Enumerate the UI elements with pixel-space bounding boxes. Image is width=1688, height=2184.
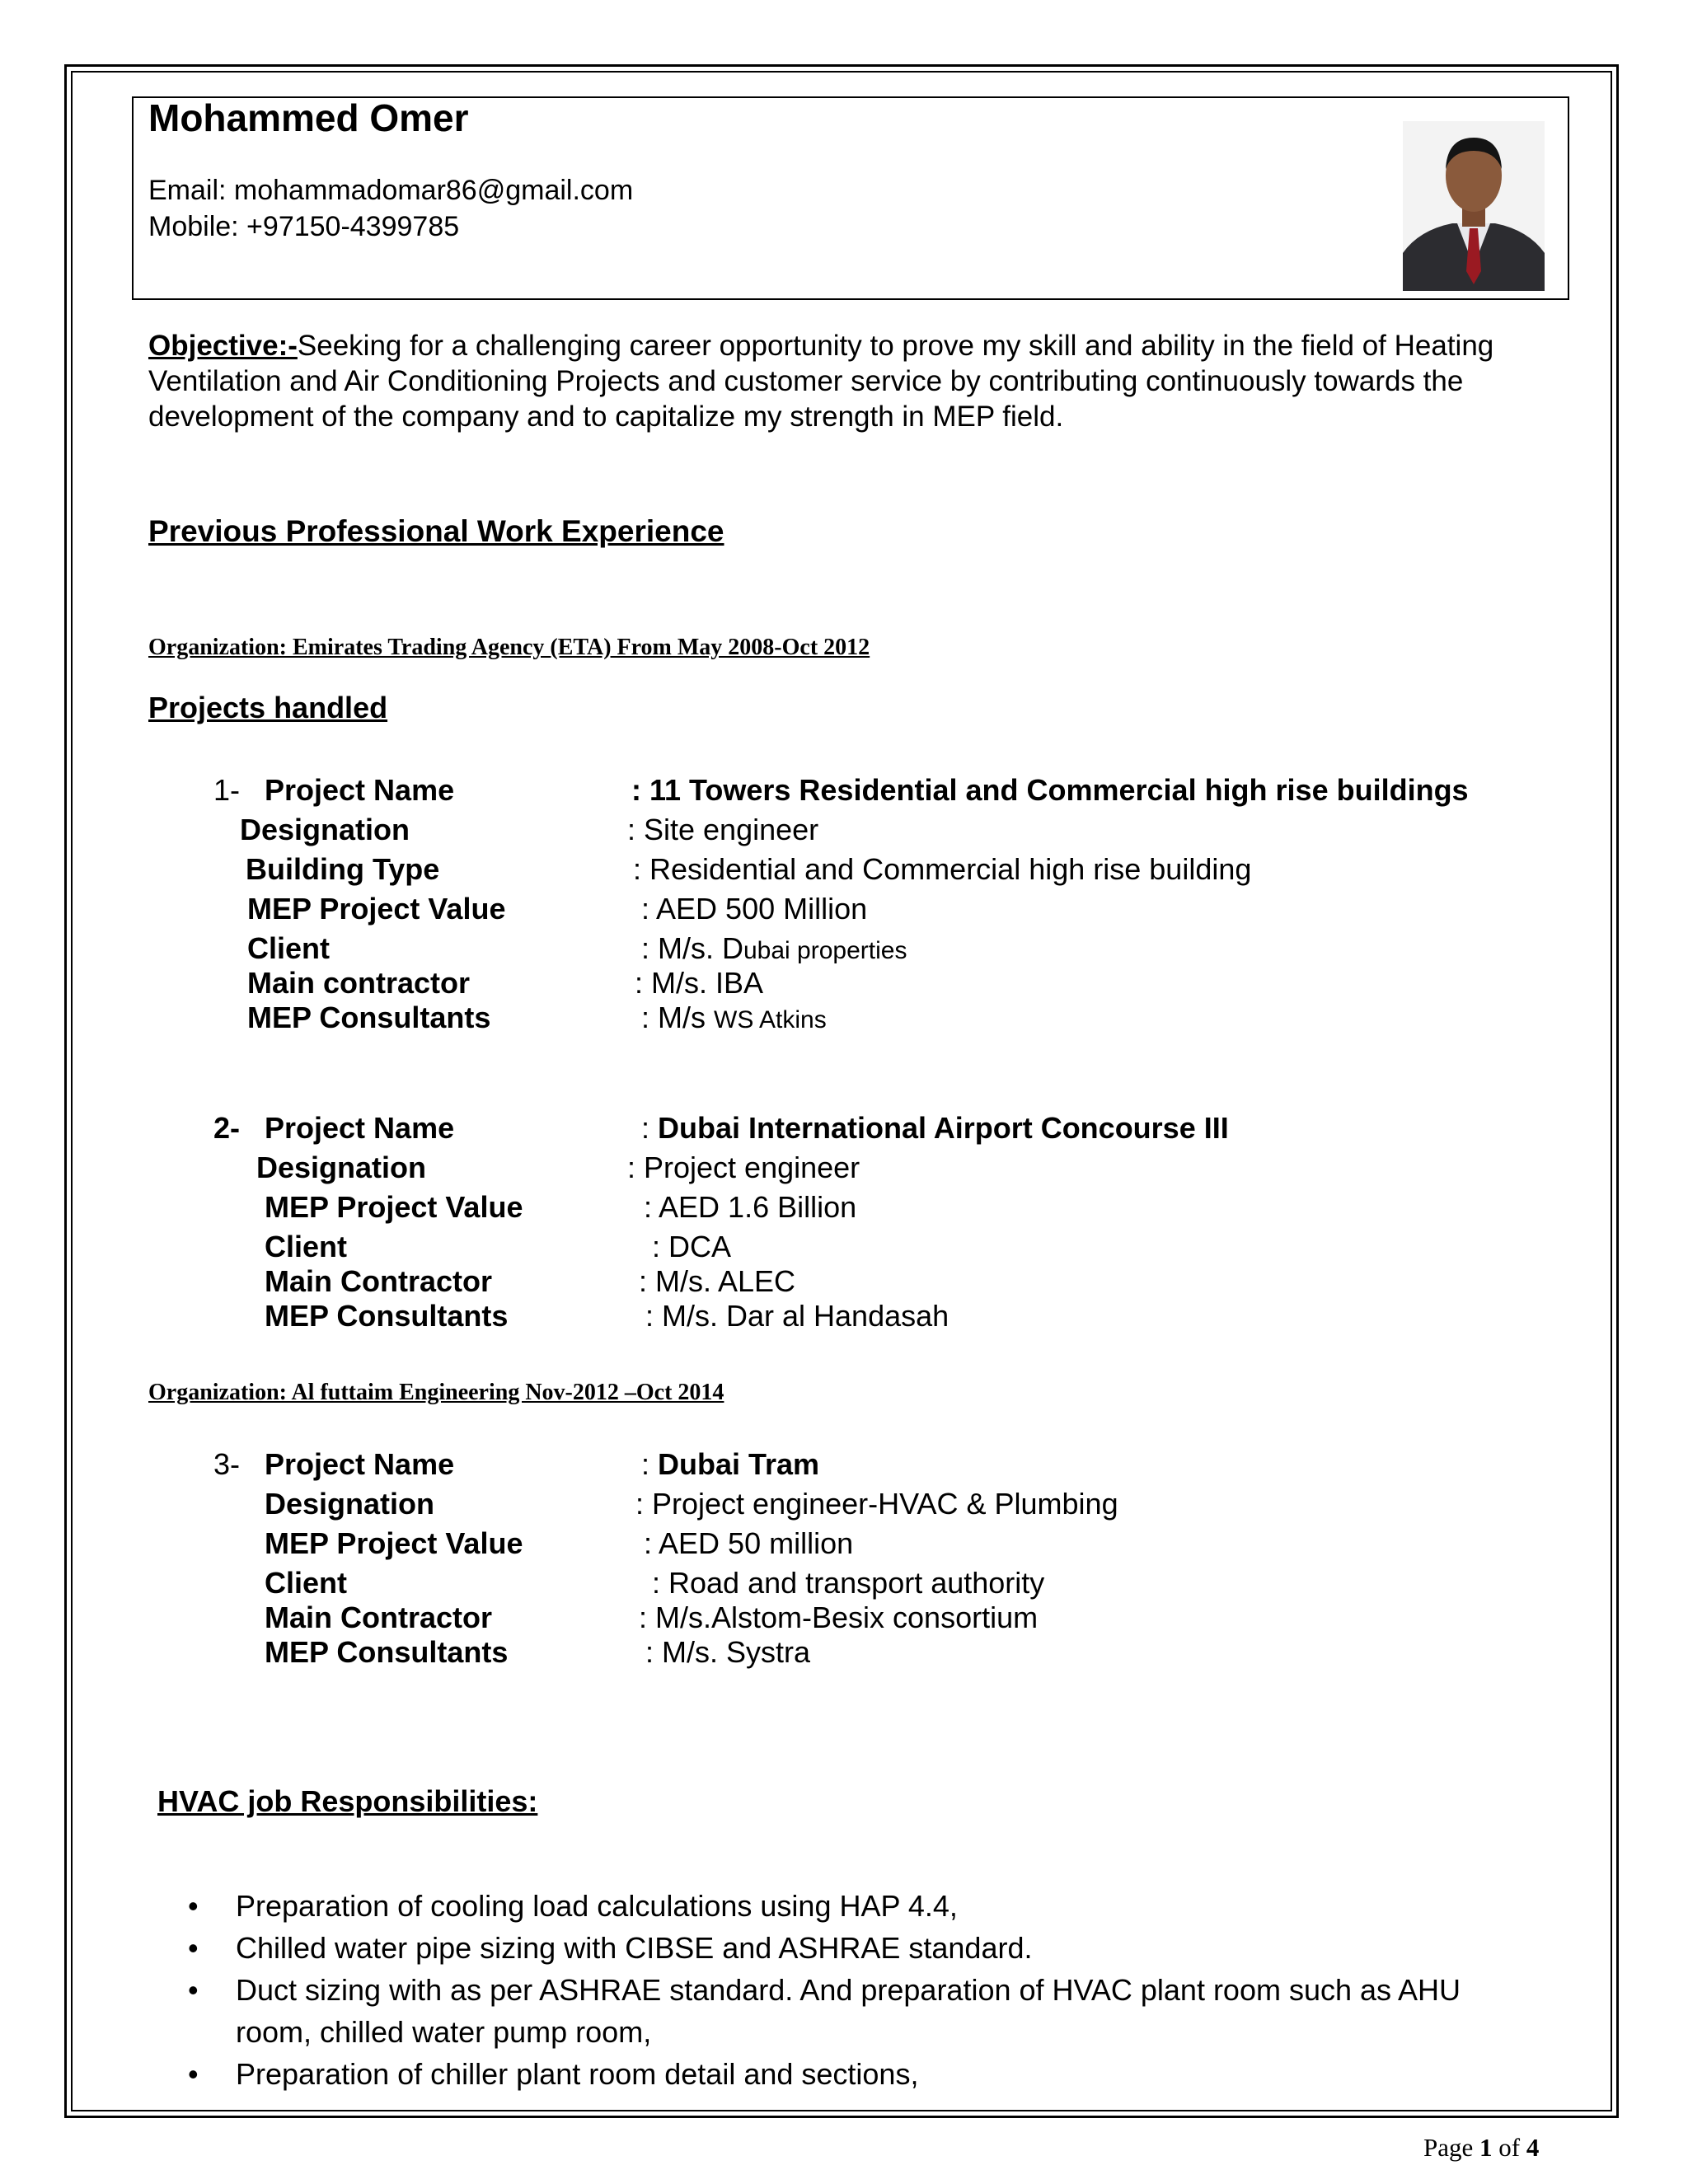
page-number-total: 4: [1526, 2133, 1540, 2162]
project-1-mep-value-label: MEP Project Value: [247, 892, 506, 926]
project-1-client-label: Client: [247, 931, 331, 965]
project-1-designation-label: Designation: [240, 813, 410, 846]
project-2-mep-value-label: MEP Project Value: [265, 1190, 523, 1224]
experience-heading: Previous Professional Work Experience: [148, 514, 724, 548]
project-2-number: 2-: [213, 1111, 241, 1145]
project-3-consultants-label: MEP Consultants: [265, 1635, 509, 1669]
hvac-heading: HVAC job Responsibilities:: [157, 1784, 538, 1818]
project-3-consultants-value: : M/s. Systra: [645, 1635, 811, 1669]
project-3-main-contractor-label: Main Contractor: [265, 1601, 493, 1634]
project-2-client-value: : DCA: [652, 1230, 732, 1263]
project-3-client-label: Client: [265, 1566, 348, 1600]
project-1-main-contractor-value: : M/s. IBA: [635, 966, 764, 1000]
project-2-main-contractor-label: Main Contractor: [265, 1264, 493, 1298]
organization-1: Organization: Emirates Trading Agency (ETA) From May 2008-Oct 2012: [148, 635, 870, 660]
project-1-number: 1-: [213, 773, 241, 807]
project-3-designation-label: Designation: [265, 1487, 435, 1521]
project-3-mep-value: : AED 50 million: [644, 1526, 854, 1560]
hvac-responsibility-list: [188, 1885, 1540, 2095]
project-1-consultants-label: MEP Consultants: [247, 1001, 491, 1034]
objective-text: Seeking for a challenging career opportunity to prove my skill and ability in the field of Heating Ventilation and Air Conditioning Projects and customer service by contributing continuously towards the development of the company and to capitalize my strength in MEP field.: [148, 330, 1494, 433]
project-2-name-prefix: :: [641, 1111, 659, 1145]
project-3-name-text: Dubai Tram: [658, 1447, 820, 1481]
page-number-of: of: [1492, 2133, 1526, 2162]
project-1-consultants-value-a: : M/s: [641, 1001, 714, 1034]
project-2-mep-value: : AED 1.6 Billion: [644, 1190, 857, 1224]
project-1-building-type-label: Building Type: [246, 852, 440, 886]
project-3-number: 3-: [213, 1447, 241, 1481]
page-number-current: 1: [1479, 2133, 1493, 2162]
project-2-consultants-label: MEP Consultants: [265, 1299, 509, 1333]
project-2-name-value: [641, 1111, 1229, 1146]
project-1-client-value: [641, 931, 907, 966]
project-3-mep-value-label: MEP Project Value: [265, 1526, 523, 1560]
project-1-name-value: : 11 Towers Residential and Commercial high rise buildings: [631, 773, 1469, 807]
project-1-mep-value: : AED 500 Million: [641, 892, 868, 926]
list-item: • Preparation of cooling load calculations using HAP 4.4,: [188, 1885, 1540, 1927]
project-1-client-value-a: : M/s. D: [641, 931, 743, 965]
project-3-designation-value: : Project engineer-HVAC & Plumbing: [635, 1487, 1118, 1521]
projects-heading: Projects handled: [148, 691, 388, 724]
list-item: • Duct sizing with as per ASHRAE standard. And preparation of HVAC plant room such as AHU room, chilled water pump room,: [188, 1969, 1540, 2053]
objective-paragraph: [148, 328, 1550, 434]
project-3-main-contractor-value: : M/s.Alstom-Besix consortium: [639, 1601, 1039, 1634]
project-1-main-contractor-label: Main contractor: [247, 966, 471, 1000]
project-3-name-value: [641, 1447, 819, 1482]
project-1-client-value-b: ubai properties: [743, 937, 907, 964]
email-line: Email: mohammadomar86@gmail.com: [148, 175, 634, 206]
page-number-prefix: Page: [1423, 2133, 1480, 2162]
objective-label: Objective:-: [148, 330, 298, 362]
project-1-designation-value: : Site engineer: [627, 813, 819, 846]
project-2-designation-label: Designation: [256, 1151, 427, 1184]
list-item: • Preparation of chiller plant room detail and sections,: [188, 2053, 1540, 2095]
project-1-consultants-value: [641, 1001, 827, 1035]
project-3-client-value: : Road and transport authority: [652, 1566, 1045, 1600]
project-2-name-text: Dubai International Airport Concourse III: [658, 1111, 1229, 1145]
project-3-name-prefix: :: [641, 1447, 659, 1481]
organization-2: Organization: Al futtaim Engineering Nov-2012 –Oct 2014: [148, 1380, 724, 1405]
project-2-designation-value: : Project engineer: [627, 1151, 860, 1184]
project-3-name-label: Project Name: [265, 1447, 455, 1481]
project-2-client-label: Client: [265, 1230, 348, 1263]
project-2-main-contractor-value: : M/s. ALEC: [639, 1264, 796, 1298]
page-number: [1423, 2133, 1539, 2163]
list-item: • Chilled water pipe sizing with CIBSE and ASHRAE standard.: [188, 1927, 1540, 1969]
project-1-name-label: Project Name: [265, 773, 455, 807]
project-1-building-type-value: : Residential and Commercial high rise building: [633, 852, 1252, 886]
mobile-line: Mobile: +97150-4399785: [148, 211, 460, 242]
candidate-name: Mohammed Omer: [148, 96, 469, 139]
project-2-name-label: Project Name: [265, 1111, 455, 1145]
profile-photo: [1403, 121, 1545, 291]
project-2-consultants-value: : M/s. Dar al Handasah: [645, 1299, 950, 1333]
project-1-consultants-value-b: WS Atkins: [714, 1006, 827, 1033]
